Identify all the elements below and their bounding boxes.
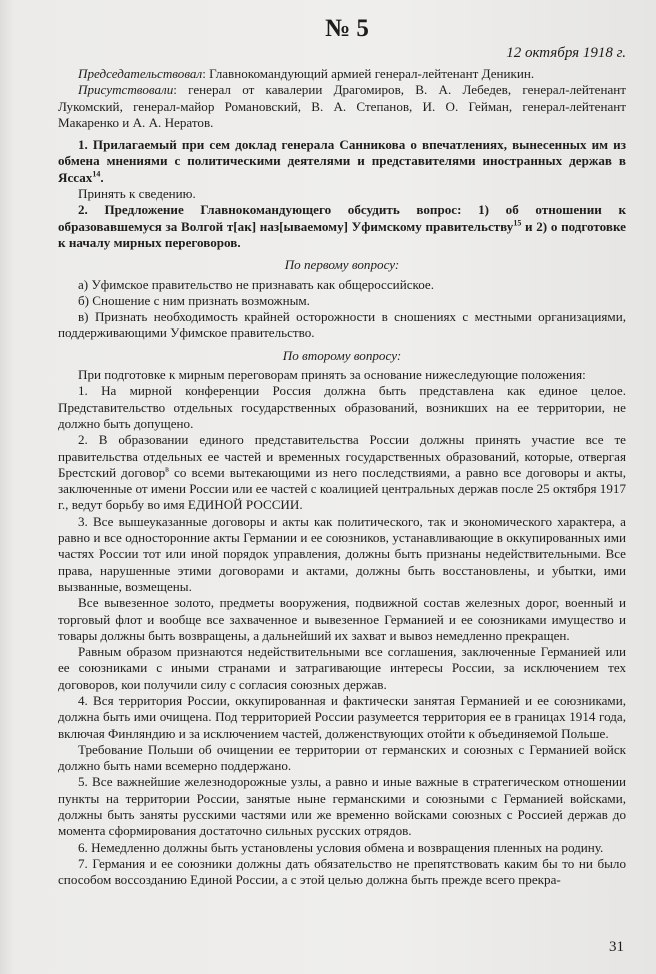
agenda-item-2-text-a: 2. Предложение Главнокомандующего обсудить вопрос: 1) об отношении к образовавшемуся за Волгой т[ак] наз[ываемому] Уфимскому правительству	[58, 202, 626, 234]
agenda-item-2-text-b: и 2) о подготовке к началу мирных переговоров.	[58, 218, 626, 250]
page-number: 31	[609, 939, 624, 955]
document-date: 12 октября 1918 г.	[506, 45, 626, 61]
question-2-heading: По второму вопросу:	[282, 347, 402, 363]
position-3-agreements: Равным образом признаются недействительными все соглашения, заключенные Германией или ее союзниками с иными странами и затрагивающие интересы России, за исключением тех договоров, кои получили силу с согласия союзных держав.	[58, 644, 626, 692]
attendees-label: Присутствовали	[78, 82, 174, 98]
position-5: 5. Все важнейшие железнодорожные узлы, а равно и иные важные в стратегическом отношении пункты на территории России, занятые ныне германскими и союзными с Германией войсками, должны быть заняты русскими частями или же временно войсками союзных с Россией держав до момента сформирования достаточно сильных русских отрядов.	[58, 774, 626, 839]
agenda-item-1-text: 1. Прилагаемый при сем доклад генерала Санникова о впечатлениях, вынесенных им из обмена мнениями с политическими деятелями и представителями иностранных держав в Яссах	[58, 137, 626, 185]
position-2	[58, 432, 626, 513]
position-4-poland: Требование Польши об очищении ее территории от германских и союзных с Германией войск должно быть нами всемерно поддержано.	[58, 741, 626, 774]
position-4: 4. Вся территория России, оккупированная и фактически занятая Германией и ее союзниками, должна быть ими очищена. Под территорией России разумеется территория ее в границах 1914 года, включая Финляндию и за исключением частей, долженствующих отойти к объединяемой Польше.	[58, 692, 626, 741]
question-2-intro: При подготовке к мирным переговорам принять за основание нижеследующие положения:	[78, 367, 586, 383]
question-1-heading: По первому вопросу:	[284, 257, 400, 273]
chairman-text: : Главнокомандующий армией генерал-лейтенант Деникин.	[202, 66, 535, 81]
position-6: 6. Немедленно должны быть установлены условия обмена и возвращения пленных на родину.	[78, 839, 604, 855]
document-number: № 5	[325, 15, 369, 42]
agenda-item-2	[58, 202, 626, 251]
question-1-point-c: в) Признать необходимость крайней осторожности в сношениях с местными организациями, поддерживающими Уфимское правительство.	[58, 309, 626, 341]
question-1-point-a: а) Уфимское правительство не признавать как общероссийское.	[78, 276, 434, 292]
position-1: 1. На мирной конференции Россия должна быть представлена как единое целое. Представительство отдельных государственных образований, возникших на ее территории, не должно быть допущено.	[58, 383, 626, 431]
position-2-text-a: 2. В образовании единого представительства России должны принять участие все те правительства отдельных ее частей и временных государственных образований, которые, отвергая Брестский договор	[58, 432, 626, 480]
chairman-label: Председательствовал	[78, 66, 203, 81]
attendees-text: : генерал от кавалерии Драгомиров, В. А. Лебедев, генерал-лейтенант Лукомский, генерал-майор Романовский, В. А. Степанов, И. О. Гейман, генерал-лейтенант Макаренко и А. А. Нератов.	[58, 82, 626, 130]
question-1-point-b: б) Сношение с ним признать возможным.	[78, 292, 310, 308]
position-3-gold: Все вывезенное золото, предметы вооружения, подвижной состав железных дорог, военный и торговый флот и вообще все захваченное и вывезенное Германией и ее союзниками имущество и товары должны быть возвращены, а дальнейший их захват и вывоз немедленно прекращен.	[58, 595, 626, 643]
agenda-item-1-end: .	[100, 169, 104, 185]
agenda-item-1-resolution: Принять к сведению.	[78, 186, 196, 202]
agenda-item-1	[58, 137, 626, 186]
attendees-line	[58, 82, 626, 131]
footnote-ref-14: 14	[92, 169, 101, 179]
position-7: 7. Германия и ее союзники должны дать обязательство не препятствовать каким бы то ни было способом воссозданию Единой России, а с этой целью должна быть прежде всего прекра-	[58, 855, 626, 888]
position-3: 3. Все вышеуказанные договоры и акты как политического, так и экономического характера, а равно и все односторонние акты Германии и ее союзников, устанавливающие в оккупированных ими частях России тот или иной порядок управления, должны быть признаны недействительными. Все права, нарушенные этими договорами и актами, должны быть восстановлены, и убытки, ими вызванные, возмещены.	[58, 513, 626, 594]
chairman-line	[58, 66, 626, 82]
footnote-ref-15: 15	[513, 218, 522, 228]
position-2-text-b: со всеми вытекающими из него последствиями, а равно все договоры и акты, заключенные от имени России или ее частей с коалицией центральных держав после 25 октября 1917 г., ведут борьбу во имя ЕДИНОЙ РОССИИ.	[58, 464, 626, 513]
footnote-ref-v: в	[165, 464, 169, 474]
